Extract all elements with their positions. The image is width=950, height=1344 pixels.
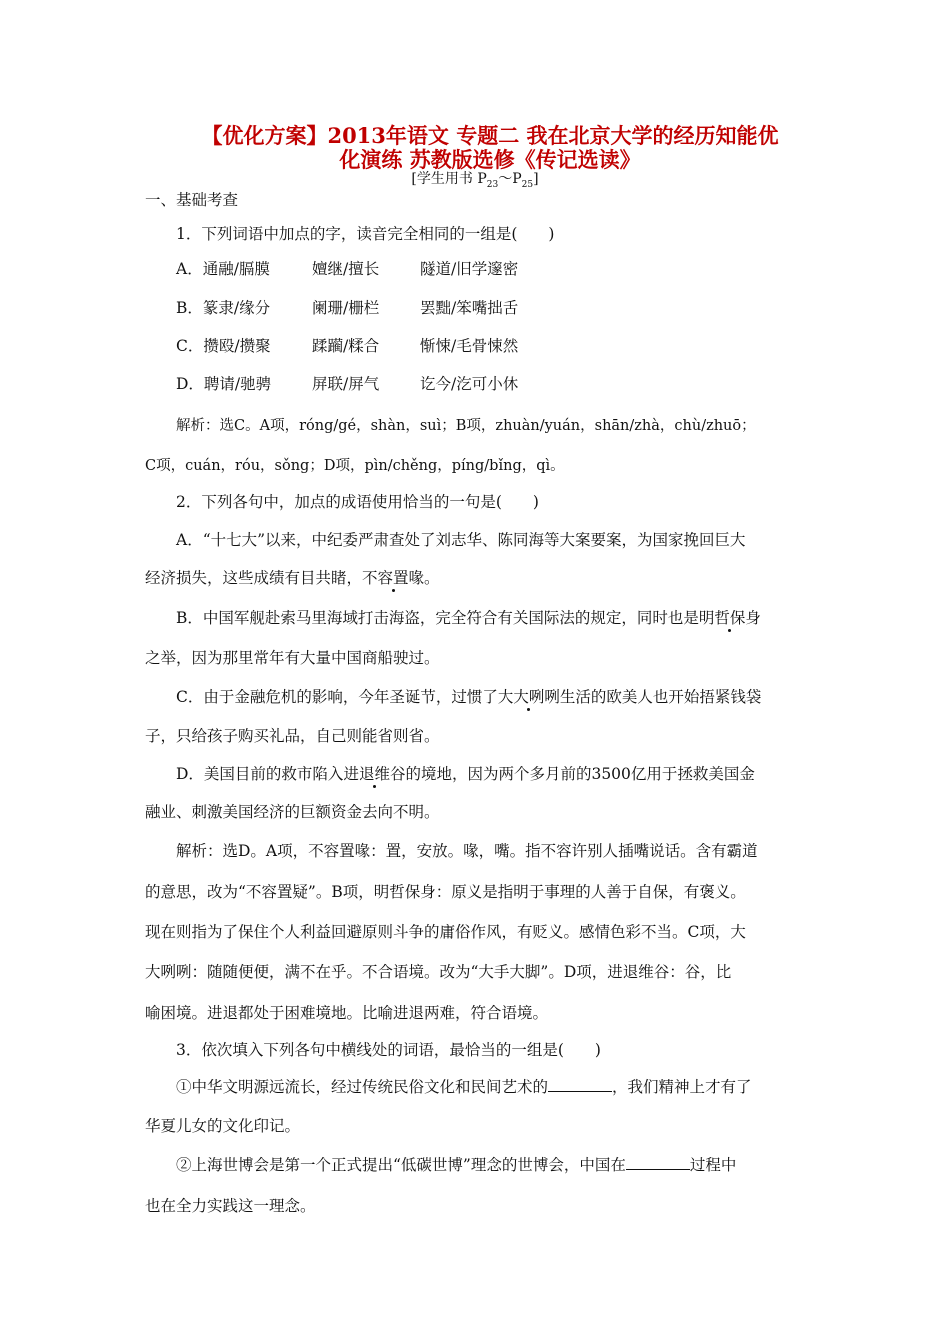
question-2-answer-line5: 喻困境。进退都处于困难境地。比喻进退两难，符合语境。 [145, 1004, 549, 1022]
question-3-sentence1-line1: ①中华文明源远流长，经过传统民俗文化和民间艺术的 ，我们精神上才有了 [176, 1078, 752, 1096]
question-2-option-b-line2: 之举，因为那里常年有大量中国商船驶过。 [145, 649, 440, 667]
question-3-sentence2-line1: ②上海世博会是第一个正式提出“低碳世博”理念的世博会，中国在 过程中 [176, 1156, 737, 1174]
question-2-answer-line3: 现在则指为了保住个人利益回避原则斗争的庸俗作风，有贬义。感情色彩不当。C项，大 [145, 923, 746, 941]
question-1-stem: 1．下列词语中加点的字，读音完全相同的一组是( ) [176, 225, 555, 243]
question-2-answer-line4: 大咧咧：随随便便，满不在乎。不合语境。改为“大手大脚”。D项，进退维谷：谷，比 [145, 963, 732, 981]
question-2-answer-line1: 解析：选D。A项，不容置喙：置，安放。喙，嘴。指不容许别人插嘴说话。含有霸道 [176, 842, 758, 860]
question-1-answer-line2: C项，cuán，róu，sǒng；D项，pìn/chěng，píng/bǐng，qì。 [145, 458, 565, 474]
question-2-option-c-line1: C．由于金融危机的影响，今年圣诞节，过惯了大大咧咧生活的欧美人也开始捂紧钱袋 [176, 688, 762, 706]
page-reference: [学生用书 $P_{23}\sim P_{25}$] [411, 171, 539, 190]
question-2-option-d-line1: D．美国目前的救市陷入进退维谷的境地，因为两个多月前的3500亿用于拯救美国金 [176, 765, 755, 783]
question-3-stem: 3．依次填入下列各句中横线处的词语，最恰当的一组是( ) [176, 1041, 601, 1059]
question-2-option-b-line1: B．中国军舰赴索马里海域打击海盗，完全符合有关国际法的规定，同时也是明哲保身 [176, 609, 761, 627]
question-2-stem: 2．下列各句中，加点的成语使用恰当的一句是( ) [176, 493, 539, 511]
question-3-sentence1-line2: 华夏儿女的文化印记。 [145, 1117, 301, 1135]
question-2-option-c-line2: 子，只给孩子购买礼品，自己则能省则省。 [145, 727, 440, 745]
section-heading: 一、基础考查 [145, 191, 239, 209]
question-2-answer-line2: 的意思，改为“不容置疑”。B项，明哲保身：原义是指明于事理的人善于自保，有褒义。 [145, 883, 746, 901]
question-3-sentence2-line2: 也在全力实践这一理念。 [145, 1197, 316, 1215]
question-1-option-d: D．聘请/驰骋 屏联/屏气 讫今/汔可小休 [176, 375, 519, 393]
question-1-option-b: B．篆隶/缘分 阑珊/栅栏 罢黜/笨嘴拙舌 [176, 299, 519, 317]
question-2-option-d-line2: 融业、刺激美国经济的巨额资金去向不明。 [145, 803, 440, 821]
fill-blank-1[interactable] [548, 1077, 612, 1092]
question-2-option-a-line1: A．“十七大”以来，中纪委严肃查处了刘志华、陈同海等大案要案，为国家挽回巨大 [176, 531, 746, 549]
fill-blank-2[interactable] [626, 1155, 690, 1170]
question-1-option-a: A．通融/膈膜 嬗继/擅长 隧道/旧学邃密 [176, 260, 519, 278]
question-1-option-c: C．攒殴/攒聚 蹂躏/糅合 惭悚/毛骨悚然 [176, 337, 519, 355]
document-title-line1: 【优化方案】2013年语文 专题二 我在北京大学的经历知能优 [201, 123, 779, 148]
document-title-line2: 化演练 苏教版选修《传记选读》 [339, 147, 641, 172]
question-1-answer-line1: 解析：选C。A项，róng/gé，shàn，suì；B项，zhuàn/yuán，shān/zhà，chù/zhuō； [176, 418, 756, 434]
question-2-option-a-line2: 经济损失，这些成绩有目共睹，不容置喙。 [145, 569, 440, 587]
